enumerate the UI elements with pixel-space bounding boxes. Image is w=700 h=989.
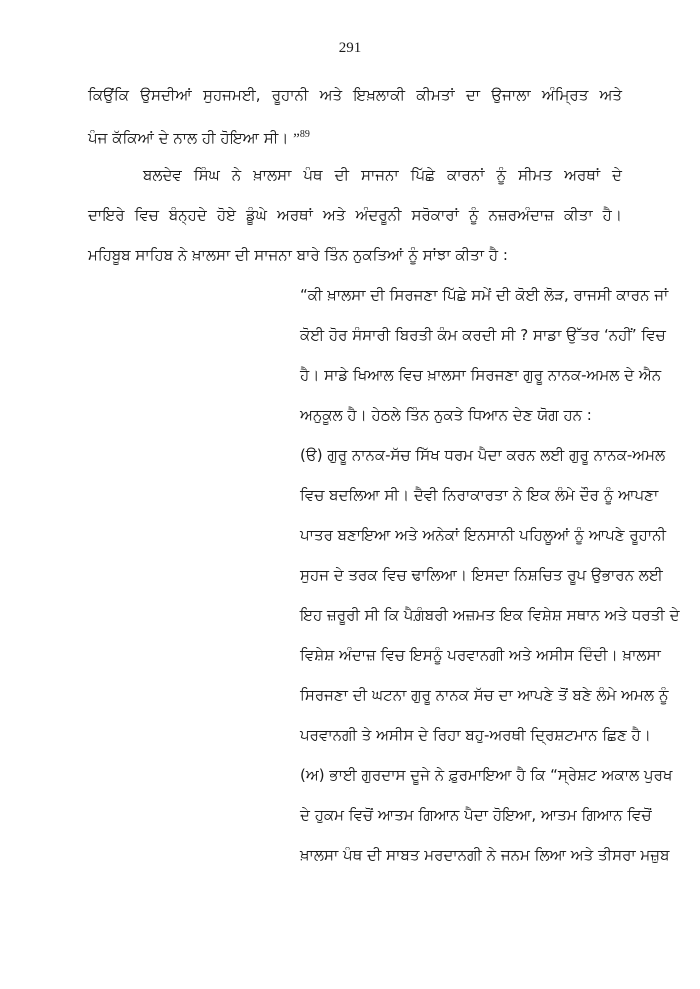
quote-point-a-line: ਇਹ ਜ਼ਰੂਰੀ ਸੀ ਕਿ ਪੈਗ਼ੰਬਰੀ ਅਜ਼ਮਤ ਇਕ ਵਿਸ਼ੇਸ਼ ਸਥਾਨ ਅਤੇ ਧਰਤੀ ਦੇ	[300, 606, 680, 624]
paragraph-line: ਕਿਉਂਕਿ ਉਸਦੀਆਂ ਸੁਹਜਮਈ, ਰੂਹਾਨੀ ਅਤੇ ਇਖ਼ਲਾਕੀ ਕੀਮਤਾਂ ਦਾ ਉਜਾਲਾ ਅੰਮ੍ਰਿਤ ਅਤੇ	[88, 86, 622, 104]
paragraph-line-with-footnote	[88, 120, 622, 160]
quote-point-a-line: ਵਿਸ਼ੇਸ਼ ਅੰਦਾਜ਼ ਵਿਚ ਇਸਨੂੰ ਪਰਵਾਨਗੀ ਅਤੇ ਅਸੀਸ ਦਿੰਦੀ। ਖ਼ਾਲਸਾ	[300, 646, 661, 664]
quote-point-b-line: ਦੇ ਹੁਕਮ ਵਿਚੋਂ ਆਤਮ ਗਿਆਨ ਪੈਦਾ ਹੋਇਆ, ਆਤਮ ਗਿਆਨ ਵਿਚੋਂ	[300, 806, 652, 824]
quote-point-a-line: ਸਿਰਜਣਾ ਦੀ ਘਟਨਾ ਗੁਰੂ ਨਾਨਕ ਸੱਚ ਦਾ ਆਪਣੇ ਤੋਂ ਬਣੇ ਲੰਮੇ ਅਮਲ ਨੂੰ	[300, 686, 669, 704]
closing-quote: ”	[293, 131, 300, 147]
footnote-marker: 89	[299, 129, 310, 140]
quote-point-a-line: ਸੁਹਜ ਦੇ ਤਰਕ ਵਿਚ ਢਾਲਿਆ। ਇਸਦਾ ਨਿਸ਼ਚਿਤ ਰੂਪ ਉਭਾਰਨ ਲਈ	[300, 566, 663, 584]
page-number: 291	[338, 40, 362, 56]
quote-point-a-line: (ੳ) ਗੁਰੂ ਨਾਨਕ-ਸੱਚ ਸਿੱਖ ਧਰਮ ਪੈਦਾ ਕਰਨ ਲਈ ਗੁਰੂ ਨਾਨਕ-ਅਮਲ	[300, 446, 666, 464]
quote-point-a-line: ਵਿਚ ਬਦਲਿਆ ਸੀ। ਦੈਵੀ ਨਿਰਾਕਾਰਤਾ ਨੇ ਇਕ ਲੰਮੇ ਦੌਰ ਨੂੰ ਆਪਣਾ	[300, 486, 659, 504]
paragraph-line: ਮਹਿਬੂਬ ਸਾਹਿਬ ਨੇ ਖ਼ਾਲਸਾ ਦੀ ਸਾਜਨਾ ਬਾਰੇ ਤਿੰਨ ਨੁਕਤਿਆਂ ਨੂੰ ਸਾਂਝਾ ਕੀਤਾ ਹੈ :	[88, 246, 508, 264]
quote-line: ਕੋਈ ਹੋਰ ਸੰਸਾਰੀ ਬਿਰਤੀ ਕੰਮ ਕਰਦੀ ਸੀ ? ਸਾਡਾ ਉੱਤਰ ‘ਨਹੀਂ’ ਵਿਚ	[300, 326, 666, 344]
paragraph-line: ਦਾਇਰੇ ਵਿਚ ਬੰਨ੍ਹਦੇ ਹੋਏ ਡੂੰਘੇ ਅਰਥਾਂ ਅਤੇ ਅੰਦਰੂਨੀ ਸਰੋਕਾਰਾਂ ਨੂੰ ਨਜ਼ਰਅੰਦਾਜ਼ ਕੀਤਾ ਹੈ।	[88, 206, 622, 224]
quote-line: ਅਨੁਕੂਲ ਹੈ। ਹੇਠਲੇ ਤਿੰਨ ਨੁਕਤੇ ਧਿਆਨ ਦੇਣ ਯੋਗ ਹਨ :	[300, 406, 592, 424]
quote-line: “ਕੀ ਖ਼ਾਲਸਾ ਦੀ ਸਿਰਜਣਾ ਪਿੱਛੇ ਸਮੇਂ ਦੀ ਕੋਈ ਲੋੜ, ਰਾਜਸੀ ਕਾਰਨ ਜਾਂ	[300, 286, 669, 304]
quote-line: ਹੈ। ਸਾਡੇ ਖਿਆਲ ਵਿਚ ਖ਼ਾਲਸਾ ਸਿਰਜਣਾ ਗੁਰੂ ਨਾਨਕ-ਅਮਲ ਦੇ ਐਨ	[300, 366, 662, 384]
quote-point-b-line: (ਅ) ਭਾਈ ਗੁਰਦਾਸ ਦੂਜੇ ਨੇ ਫ਼ੁਰਮਾਇਆ ਹੈ ਕਿ “ਸ੍ਰੇਸ਼ਟ ਅਕਾਲ ਪੁਰਖ	[300, 766, 673, 784]
paragraph-line: ਪੰਜ ਕੱਕਿਆਂ ਦੇ ਨਾਲ ਹੀ ਹੋਇਆ ਸੀ।	[88, 129, 289, 147]
quote-point-a-line: ਪਰਵਾਨਗੀ ਤੇ ਅਸੀਸ ਦੇ ਰਿਹਾ ਬਹੁ-ਅਰਥੀ ਦ੍ਰਿਸ਼ਟਮਾਨ ਛਿਣ ਹੈ।	[300, 726, 651, 744]
page-body	[88, 80, 680, 880]
quote-point-a-line: ਪਾਤਰ ਬਣਾਇਆ ਅਤੇ ਅਨੇਕਾਂ ਇਨਸਾਨੀ ਪਹਿਲੂਆਂ ਨੂੰ ਆਪਣੇ ਰੂਹਾਨੀ	[300, 526, 667, 544]
quote-point-b-line: ਖ਼ਾਲਸਾ ਪੰਥ ਦੀ ਸਾਬਤ ਮਰਦਾਨਗੀ ਨੇ ਜਨਮ ਲਿਆ ਅਤੇ ਤੀਸਰਾ ਮਜ਼ੁਬ	[300, 846, 670, 864]
paragraph-line: ਬਲਦੇਵ ਸਿੰਘ ਨੇ ਖ਼ਾਲਸਾ ਪੰਥ ਦੀ ਸਾਜਨਾ ਪਿੱਛੇ ਕਾਰਨਾਂ ਨੂੰ ਸੀਮਤ ਅਰਥਾਂ ਦੇ	[143, 166, 622, 184]
